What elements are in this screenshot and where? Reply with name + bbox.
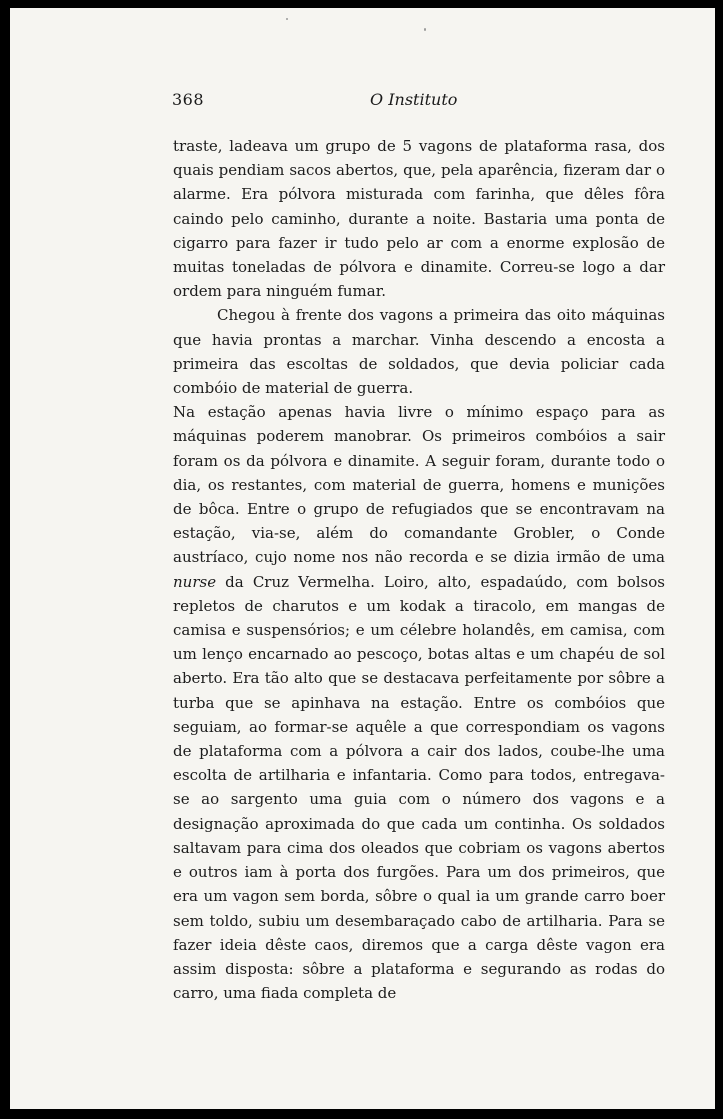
page-number: 368 xyxy=(172,90,205,109)
paper-speck xyxy=(424,28,426,31)
paragraph-text: Chegou à frente dos vagons a primeira das oito máquinas que havia prontas a marchar. Vinha descendo a encosta a primeira das escoltas de soldados, que devia policiar cada combóio de material de guerra. xyxy=(173,306,665,398)
paragraph-text: Na estação apenas havia livre o mínimo espaço para as máquinas poderem manobrar. Os primeiros combóios a sair foram os da pólvora e dinamite. A seguir foram, durante todo o dia, os restantes, com material de guerra, homens e munições de bôca. Entre o grupo de refugiados que se encontravam na estação, via-se, além do comandante Grobler, o Conde austríaco, cujo nome nos não recorda e se dizia irmão de uma xyxy=(173,403,665,567)
running-title: O Instituto xyxy=(370,90,458,109)
book-page xyxy=(10,8,715,1109)
page-header xyxy=(10,90,715,114)
paragraph-text: traste, ladeava um grupo de 5 vagons de plataforma rasa, dos quais pendiam sacos abertos, que, pela aparência, fizeram dar o alarme. Era pólvora misturada com farinha, que dêles fôra caindo pelo caminho, durante a noite. Bastaria uma ponta de cigarro para fazer ir tudo pelo ar com a enorme explosão de muitas toneladas de pólvora e dinamite. Correu-se logo a dar ordem para ninguém fumar. xyxy=(173,137,665,301)
body-text xyxy=(173,134,665,1005)
paragraph-3 xyxy=(173,400,665,1005)
paragraph-text: da Cruz Vermelha. Loiro, alto, espadaúdo, com bolsos repletos de charutos e um kodak a tiracolo, em mangas de camisa e suspensórios; e um célebre holandês, em camisa, com um lenço encarnado ao pescoço, botas altas e um chapéu de sol aberto. Era tão alto que se destacava perfeitamente por sôbre a turba que se apinhava na estação. Entre os combóios que seguiam, ao formar-se aquêle a que correspondiam os vagons de plataforma com a pólvora a cair dos lados, coube-lhe uma escolta de artilharia e infantaria. Como para todos, entregava-se ao sargento uma guia com o número dos vagons e a designação aproximada do que cada um continha. Os soldados saltavam para cima dos oleados que cobriam os vagons abertos e outros iam à porta dos furgões. Para um dos primeiros, que era um vagon sem borda, sôbre o qual ia um grande carro boer sem toldo, subiu um desembaraçado cabo de artilharia. Para se fazer ideia dêste caos, diremos que a carga dêste vagon era assim disposta: sôbre a plataforma e segurando as rodas do carro, uma fiada completa de xyxy=(173,572,665,1003)
italic-word: nurse xyxy=(173,572,217,591)
paragraph-2 xyxy=(173,303,665,400)
paragraph-1 xyxy=(173,134,665,303)
paper-speck xyxy=(286,18,288,20)
